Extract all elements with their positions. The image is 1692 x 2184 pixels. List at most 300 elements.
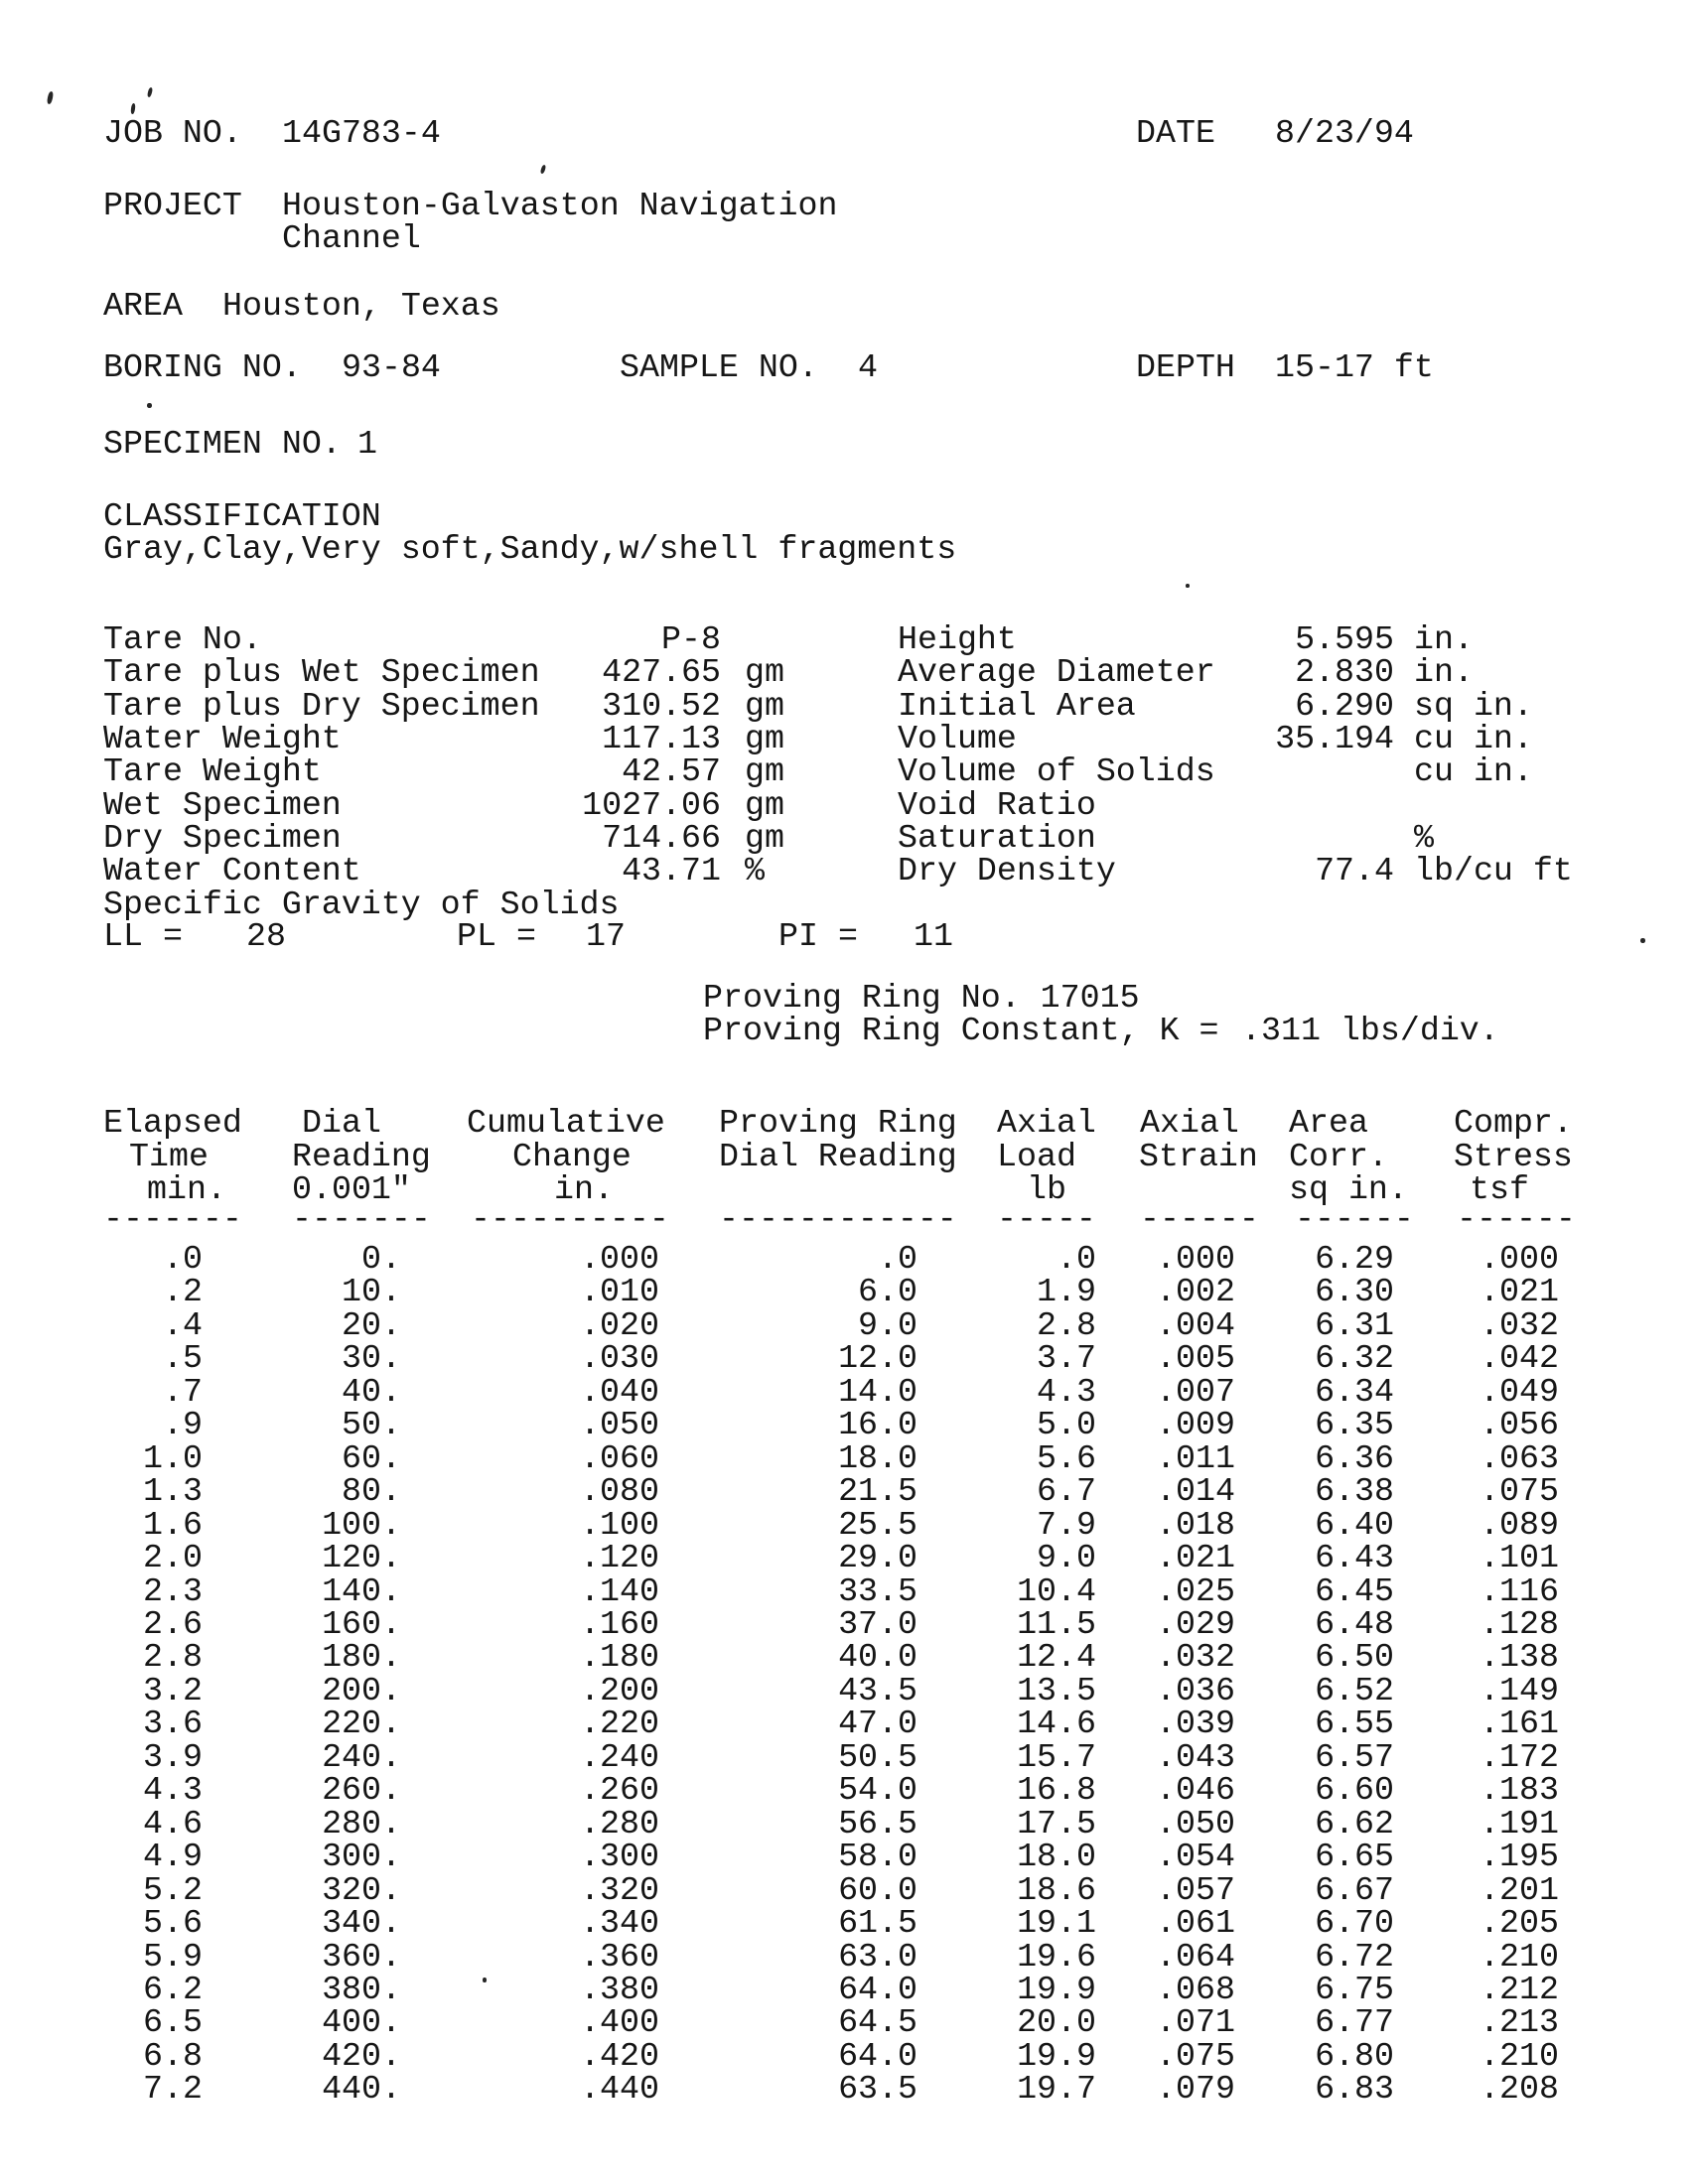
table-header-h1-col1: Elapsed xyxy=(103,1104,242,1142)
table-separator-line xyxy=(103,1200,1652,1238)
table-header-h2-col1: Time xyxy=(129,1138,209,1175)
cell-proving-ring-dial: 64.5 xyxy=(838,2003,917,2042)
property-unit: gm xyxy=(745,785,784,824)
table-row xyxy=(103,1406,1559,1444)
cell-area-corr: 6.65 xyxy=(1315,1838,1394,1876)
property-row xyxy=(898,752,1573,791)
property-label: Tare plus Wet Specimen xyxy=(103,653,540,692)
cell-cumulative-change: .060 xyxy=(580,1438,659,1477)
property-label: Average Diameter xyxy=(898,653,1215,692)
property-label: Saturation xyxy=(898,819,1096,858)
cell-axial-strain: .025 xyxy=(1156,1571,1235,1610)
atterberg-value: 11 xyxy=(914,917,953,955)
table-row xyxy=(103,1505,1559,1544)
table-header-h3-col1: min. xyxy=(147,1170,226,1208)
cell-axial-load: 12.4 xyxy=(1017,1638,1096,1677)
cell-proving-ring-dial: 33.5 xyxy=(838,1571,917,1610)
cell-axial-strain: .005 xyxy=(1156,1339,1235,1378)
cell-axial-load: 18.6 xyxy=(1017,1870,1096,1909)
cell-elapsed-time: 2.8 xyxy=(143,1638,203,1677)
cell-axial-load: 19.7 xyxy=(1017,2070,1096,2109)
cell-compr-stress: .128 xyxy=(1480,1604,1559,1643)
cell-proving-ring-dial: 64.0 xyxy=(838,2036,917,2075)
property-row xyxy=(103,686,784,725)
cell-compr-stress: .210 xyxy=(1480,2036,1559,2075)
table-row xyxy=(103,1273,1559,1311)
cell-dial-reading: 80. xyxy=(342,1472,401,1511)
property-row xyxy=(898,720,1573,758)
cell-axial-load: 9.0 xyxy=(1037,1539,1096,1577)
cell-proving-ring-dial: 63.0 xyxy=(838,1937,917,1976)
cell-dial-reading: 340. xyxy=(322,1904,401,1943)
property-row xyxy=(103,620,784,658)
cell-elapsed-time: 3.2 xyxy=(143,1671,203,1709)
cell-proving-ring-dial: 60.0 xyxy=(838,1870,917,1909)
cell-compr-stress: .208 xyxy=(1480,2070,1559,2109)
cell-dial-reading: 420. xyxy=(322,2036,401,2075)
cell-axial-strain: .064 xyxy=(1156,1937,1235,1976)
cell-proving-ring-dial: 16.0 xyxy=(838,1406,917,1444)
table-row xyxy=(103,1372,1559,1411)
cell-compr-stress: .116 xyxy=(1480,1571,1559,1610)
cell-proving-ring-dial: 50.5 xyxy=(838,1737,917,1776)
atterberg-label: PL = xyxy=(457,917,536,955)
atterberg-limits-line xyxy=(0,917,1692,955)
cell-area-corr: 6.75 xyxy=(1315,1970,1394,2008)
property-row xyxy=(103,752,784,791)
cell-axial-strain: .004 xyxy=(1156,1305,1235,1344)
atterberg-value: 28 xyxy=(246,917,286,955)
cell-area-corr: 6.70 xyxy=(1315,1904,1394,1943)
cell-axial-load: 19.6 xyxy=(1017,1937,1096,1976)
cell-cumulative-change: .340 xyxy=(580,1904,659,1943)
cell-area-corr: 6.35 xyxy=(1315,1406,1394,1444)
cell-cumulative-change: .240 xyxy=(580,1737,659,1776)
property-value: 310.52 xyxy=(602,686,721,725)
table-header-h3-col2: 0.001" xyxy=(292,1170,411,1208)
property-row xyxy=(898,852,1573,890)
property-unit: cu in. xyxy=(1414,720,1533,758)
cell-compr-stress: .191 xyxy=(1480,1804,1559,1843)
sample-no-value: 4 xyxy=(858,348,878,386)
cell-cumulative-change: .050 xyxy=(580,1406,659,1444)
property-row xyxy=(103,653,784,692)
cell-area-corr: 6.43 xyxy=(1315,1539,1394,1577)
cell-elapsed-time: .5 xyxy=(163,1339,203,1378)
cell-proving-ring-dial: 40.0 xyxy=(838,1638,917,1677)
cell-compr-stress: .021 xyxy=(1480,1273,1559,1311)
table-header-h1-col8: Compr. xyxy=(1454,1104,1573,1142)
table-header-dash-col7: ------ xyxy=(1295,1200,1414,1238)
area-value: Houston, Texas xyxy=(222,287,500,325)
cell-axial-strain: .007 xyxy=(1156,1372,1235,1411)
cell-axial-strain: .014 xyxy=(1156,1472,1235,1511)
property-label: Wet Specimen xyxy=(103,785,342,824)
property-value: 5.595 xyxy=(1295,620,1394,658)
table-row xyxy=(103,1240,1559,1278)
table-header-h2-col3: Change xyxy=(512,1138,632,1175)
area-label: AREA xyxy=(103,287,183,325)
table-row xyxy=(103,2003,1559,2042)
cell-compr-stress: .172 xyxy=(1480,1737,1559,1776)
table-header-h2-col5: Load xyxy=(997,1138,1076,1175)
cell-elapsed-time: 3.6 xyxy=(143,1705,203,1743)
table-header-h2-col2: Reading xyxy=(292,1138,431,1175)
cell-axial-load: 7.9 xyxy=(1037,1505,1096,1544)
proving-ring-constant-label: Proving Ring Constant, K = xyxy=(703,1012,1219,1049)
specimen-no-label: SPECIMEN NO. xyxy=(103,425,342,463)
cell-elapsed-time: 5.6 xyxy=(143,1904,203,1943)
cell-cumulative-change: .300 xyxy=(580,1838,659,1876)
property-row xyxy=(103,785,784,824)
cell-cumulative-change: .100 xyxy=(580,1505,659,1544)
property-unit: gm xyxy=(745,819,784,858)
cell-axial-load: .0 xyxy=(1057,1240,1096,1278)
project-value-line2: Channel xyxy=(282,219,421,257)
table-row xyxy=(103,1771,1559,1810)
cell-dial-reading: 360. xyxy=(322,1937,401,1976)
table-header-dash-col1: ------- xyxy=(103,1200,242,1238)
cell-proving-ring-dial: 61.5 xyxy=(838,1904,917,1943)
cell-compr-stress: .213 xyxy=(1480,2003,1559,2042)
property-label: Height xyxy=(898,620,1017,658)
job-no-label: JOB NO. xyxy=(103,114,242,152)
property-value: 1027.06 xyxy=(582,785,721,824)
table-row xyxy=(103,1970,1559,2008)
scan-artifact xyxy=(147,403,152,408)
cell-axial-strain: .000 xyxy=(1156,1240,1235,1278)
cell-dial-reading: 50. xyxy=(342,1406,401,1444)
cell-dial-reading: 220. xyxy=(322,1705,401,1743)
cell-axial-load: 1.9 xyxy=(1037,1273,1096,1311)
proving-ring-constant-value: .311 lbs/div. xyxy=(1241,1012,1499,1049)
cell-axial-strain: .057 xyxy=(1156,1870,1235,1909)
specimen-dimensions-block xyxy=(898,620,1573,890)
table-header-h3-col5: lb xyxy=(1027,1170,1066,1208)
classification-label: CLASSIFICATION xyxy=(103,497,381,535)
property-value: 77.4 xyxy=(1315,852,1394,890)
property-row xyxy=(898,686,1573,725)
property-value: 117.13 xyxy=(602,720,721,758)
cell-area-corr: 6.83 xyxy=(1315,2070,1394,2109)
property-unit: gm xyxy=(745,752,784,791)
table-row xyxy=(103,1804,1559,1843)
table-header-h2-col7: Corr. xyxy=(1289,1138,1388,1175)
property-unit: % xyxy=(745,852,765,890)
cell-elapsed-time: 4.6 xyxy=(143,1804,203,1843)
cell-compr-stress: .000 xyxy=(1480,1240,1559,1278)
cell-axial-strain: .011 xyxy=(1156,1438,1235,1477)
cell-area-corr: 6.36 xyxy=(1315,1438,1394,1477)
table-header-h3-col3: in. xyxy=(554,1170,614,1208)
table-row xyxy=(103,1571,1559,1610)
property-value: 6.290 xyxy=(1295,686,1394,725)
cell-axial-load: 4.3 xyxy=(1037,1372,1096,1411)
cell-area-corr: 6.62 xyxy=(1315,1804,1394,1843)
cell-compr-stress: .042 xyxy=(1480,1339,1559,1378)
table-row xyxy=(103,1438,1559,1477)
cell-axial-strain: .054 xyxy=(1156,1838,1235,1876)
cell-elapsed-time: 2.0 xyxy=(143,1539,203,1577)
cell-area-corr: 6.45 xyxy=(1315,1571,1394,1610)
table-header-dash-col6: ------ xyxy=(1140,1200,1259,1238)
specimen-weights-block xyxy=(103,620,784,923)
cell-axial-load: 16.8 xyxy=(1017,1771,1096,1810)
property-unit: % xyxy=(1414,819,1434,858)
property-value: P-8 xyxy=(661,620,721,658)
cell-area-corr: 6.77 xyxy=(1315,2003,1394,2042)
property-label: Tare plus Dry Specimen xyxy=(103,686,540,725)
table-header-h3-col8: tsf xyxy=(1470,1170,1529,1208)
table-row xyxy=(103,1638,1559,1677)
cell-compr-stress: .161 xyxy=(1480,1705,1559,1743)
cell-area-corr: 6.30 xyxy=(1315,1273,1394,1311)
cell-compr-stress: .056 xyxy=(1480,1406,1559,1444)
table-header-h1-col3: Cumulative xyxy=(467,1104,665,1142)
table-header-h2-col8: Stress xyxy=(1454,1138,1573,1175)
property-row xyxy=(898,653,1573,692)
table-header-dash-col2: ------- xyxy=(292,1200,431,1238)
scan-artifact xyxy=(1186,584,1190,588)
sample-no-label: SAMPLE NO. xyxy=(620,348,818,386)
cell-area-corr: 6.38 xyxy=(1315,1472,1394,1511)
depth-label: DEPTH xyxy=(1136,348,1235,386)
property-row xyxy=(103,852,784,890)
cell-axial-strain: .043 xyxy=(1156,1737,1235,1776)
cell-elapsed-time: 5.2 xyxy=(143,1870,203,1909)
cell-cumulative-change: .280 xyxy=(580,1804,659,1843)
cell-elapsed-time: .9 xyxy=(163,1406,203,1444)
cell-dial-reading: 60. xyxy=(342,1438,401,1477)
table-row xyxy=(103,1937,1559,1976)
table-row xyxy=(103,1870,1559,1909)
cell-axial-load: 19.9 xyxy=(1017,2036,1096,2075)
table-row xyxy=(103,1737,1559,1776)
cell-proving-ring-dial: 58.0 xyxy=(838,1838,917,1876)
property-unit: in. xyxy=(1414,620,1474,658)
cell-elapsed-time: .2 xyxy=(163,1273,203,1311)
property-label: Specific Gravity of Solids xyxy=(103,885,620,923)
cell-cumulative-change: .400 xyxy=(580,2003,659,2042)
property-label: Water Content xyxy=(103,852,361,890)
cell-compr-stress: .063 xyxy=(1480,1438,1559,1477)
job-no-value: 14G783-4 xyxy=(282,114,441,152)
cell-elapsed-time: 4.3 xyxy=(143,1771,203,1810)
cell-dial-reading: 320. xyxy=(322,1870,401,1909)
cell-dial-reading: 260. xyxy=(322,1771,401,1810)
cell-axial-load: 5.6 xyxy=(1037,1438,1096,1477)
cell-axial-strain: .079 xyxy=(1156,2070,1235,2109)
atterberg-label: PI = xyxy=(778,917,858,955)
cell-dial-reading: 100. xyxy=(322,1505,401,1544)
cell-compr-stress: .212 xyxy=(1480,1970,1559,2008)
cell-cumulative-change: .160 xyxy=(580,1604,659,1643)
cell-cumulative-change: .200 xyxy=(580,1671,659,1709)
specimen-no-value: 1 xyxy=(357,425,377,463)
cell-compr-stress: .183 xyxy=(1480,1771,1559,1810)
atterberg-value: 17 xyxy=(586,917,626,955)
cell-dial-reading: 300. xyxy=(322,1838,401,1876)
cell-cumulative-change: .380 xyxy=(580,1970,659,2008)
classification-text: Gray,Clay,Very soft,Sandy,w/shell fragments xyxy=(103,530,957,568)
table-header-dash-col5: ----- xyxy=(997,1200,1096,1238)
cell-area-corr: 6.40 xyxy=(1315,1505,1394,1544)
date-value: 8/23/94 xyxy=(1275,114,1414,152)
cell-compr-stress: .075 xyxy=(1480,1472,1559,1511)
property-value: 714.66 xyxy=(602,819,721,858)
cell-proving-ring-dial: 43.5 xyxy=(838,1671,917,1709)
cell-axial-load: 2.8 xyxy=(1037,1305,1096,1344)
cell-proving-ring-dial: 64.0 xyxy=(838,1970,917,2008)
cell-cumulative-change: .080 xyxy=(580,1472,659,1511)
cell-proving-ring-dial: 18.0 xyxy=(838,1438,917,1477)
cell-compr-stress: .205 xyxy=(1480,1904,1559,1943)
cell-compr-stress: .138 xyxy=(1480,1638,1559,1677)
scan-artifact xyxy=(540,165,547,175)
cell-axial-strain: .018 xyxy=(1156,1505,1235,1544)
cell-elapsed-time: .7 xyxy=(163,1372,203,1411)
cell-elapsed-time: 6.2 xyxy=(143,1970,203,2008)
table-row xyxy=(103,1838,1559,1876)
project-value-line1: Houston-Galvaston Navigation xyxy=(282,187,838,224)
cell-proving-ring-dial: 12.0 xyxy=(838,1339,917,1378)
project-label: PROJECT xyxy=(103,187,242,224)
property-label: Tare No. xyxy=(103,620,262,658)
cell-axial-strain: .046 xyxy=(1156,1771,1235,1810)
cell-proving-ring-dial: 56.5 xyxy=(838,1804,917,1843)
property-row xyxy=(898,620,1573,658)
cell-area-corr: 6.29 xyxy=(1315,1240,1394,1278)
property-unit: cu in. xyxy=(1414,752,1533,791)
cell-compr-stress: .195 xyxy=(1480,1838,1559,1876)
property-value: 35.194 xyxy=(1275,720,1394,758)
property-value: 427.65 xyxy=(602,653,721,692)
cell-cumulative-change: .030 xyxy=(580,1339,659,1378)
cell-proving-ring-dial: 14.0 xyxy=(838,1372,917,1411)
cell-axial-load: 15.7 xyxy=(1017,1737,1096,1776)
cell-dial-reading: 30. xyxy=(342,1339,401,1378)
cell-axial-strain: .002 xyxy=(1156,1273,1235,1311)
cell-cumulative-change: .320 xyxy=(580,1870,659,1909)
cell-elapsed-time: 3.9 xyxy=(143,1737,203,1776)
cell-elapsed-time: 5.9 xyxy=(143,1937,203,1976)
property-unit: gm xyxy=(745,653,784,692)
cell-proving-ring-dial: 21.5 xyxy=(838,1472,917,1511)
table-body xyxy=(103,1240,1559,2109)
cell-compr-stress: .201 xyxy=(1480,1870,1559,1909)
cell-axial-strain: .061 xyxy=(1156,1904,1235,1943)
property-value xyxy=(1225,789,1394,822)
property-label: Initial Area xyxy=(898,686,1136,725)
property-unit: sq in. xyxy=(1414,686,1533,725)
property-label: Volume xyxy=(898,720,1017,758)
cell-area-corr: 6.48 xyxy=(1315,1604,1394,1643)
boring-no-label: BORING NO. xyxy=(103,348,302,386)
cell-proving-ring-dial: 9.0 xyxy=(858,1305,917,1344)
cell-axial-load: 6.7 xyxy=(1037,1472,1096,1511)
cell-proving-ring-dial: 47.0 xyxy=(838,1705,917,1743)
cell-axial-strain: .071 xyxy=(1156,2003,1235,2042)
property-row xyxy=(898,785,1573,824)
cell-cumulative-change: .140 xyxy=(580,1571,659,1610)
table-row xyxy=(103,2036,1559,2075)
depth-value: 15-17 ft xyxy=(1275,348,1434,386)
property-value xyxy=(1225,755,1394,788)
cell-axial-load: 10.4 xyxy=(1017,1571,1096,1610)
cell-proving-ring-dial: 37.0 xyxy=(838,1604,917,1643)
cell-cumulative-change: .180 xyxy=(580,1638,659,1677)
cell-dial-reading: 0. xyxy=(361,1240,401,1278)
table-header-h1-col5: Axial xyxy=(997,1104,1096,1142)
cell-dial-reading: 380. xyxy=(322,1970,401,2008)
cell-compr-stress: .149 xyxy=(1480,1671,1559,1709)
cell-axial-strain: .075 xyxy=(1156,2036,1235,2075)
table-row xyxy=(103,1705,1559,1743)
property-unit: gm xyxy=(745,720,784,758)
cell-dial-reading: 10. xyxy=(342,1273,401,1311)
cell-proving-ring-dial: 25.5 xyxy=(838,1505,917,1544)
property-label: Tare Weight xyxy=(103,752,322,791)
table-header-line-2 xyxy=(103,1138,1652,1175)
scan-artifact xyxy=(483,1978,487,1982)
cell-compr-stress: .089 xyxy=(1480,1505,1559,1544)
cell-cumulative-change: .220 xyxy=(580,1705,659,1743)
cell-dial-reading: 140. xyxy=(322,1571,401,1610)
cell-area-corr: 6.32 xyxy=(1315,1339,1394,1378)
cell-axial-strain: .050 xyxy=(1156,1804,1235,1843)
cell-axial-strain: .036 xyxy=(1156,1671,1235,1709)
table-header-h2-col6: Strain xyxy=(1139,1138,1258,1175)
cell-dial-reading: 400. xyxy=(322,2003,401,2042)
property-label: Water Weight xyxy=(103,720,342,758)
cell-cumulative-change: .360 xyxy=(580,1937,659,1976)
proving-ring-no: Proving Ring No. 17015 xyxy=(703,979,1140,1017)
cell-area-corr: 6.60 xyxy=(1315,1771,1394,1810)
boring-no-value: 93-84 xyxy=(342,348,441,386)
scan-artifact xyxy=(130,103,135,114)
property-label: Dry Density xyxy=(898,852,1116,890)
cell-elapsed-time: .4 xyxy=(163,1305,203,1344)
property-row xyxy=(898,819,1573,858)
cell-elapsed-time: 4.9 xyxy=(143,1838,203,1876)
property-unit: lb/cu ft xyxy=(1414,852,1573,890)
cell-axial-load: 3.7 xyxy=(1037,1339,1096,1378)
property-label: Void Ratio xyxy=(898,785,1096,824)
scan-artifact xyxy=(47,91,55,105)
cell-dial-reading: 440. xyxy=(322,2070,401,2109)
cell-axial-strain: .068 xyxy=(1156,1970,1235,2008)
property-unit: gm xyxy=(745,686,784,725)
cell-axial-load: 19.1 xyxy=(1017,1904,1096,1943)
table-row xyxy=(103,1904,1559,1943)
cell-axial-load: 19.9 xyxy=(1017,1970,1096,2008)
cell-elapsed-time: 6.8 xyxy=(143,2036,203,2075)
cell-compr-stress: .032 xyxy=(1480,1305,1559,1344)
cell-dial-reading: 160. xyxy=(322,1604,401,1643)
table-header-dash-col8: ------ xyxy=(1457,1200,1576,1238)
cell-proving-ring-dial: 63.5 xyxy=(838,2070,917,2109)
cell-dial-reading: 200. xyxy=(322,1671,401,1709)
cell-axial-load: 13.5 xyxy=(1017,1671,1096,1709)
scan-artifact xyxy=(1640,938,1645,943)
table-header-h1-col6: Axial xyxy=(1140,1104,1239,1142)
table-header-h1-col4: Proving Ring xyxy=(719,1104,957,1142)
table-header-dash-col3: ---------- xyxy=(471,1200,669,1238)
cell-axial-load: 5.0 xyxy=(1037,1406,1096,1444)
cell-area-corr: 6.80 xyxy=(1315,2036,1394,2075)
cell-axial-load: 17.5 xyxy=(1017,1804,1096,1843)
table-row xyxy=(103,1305,1559,1344)
